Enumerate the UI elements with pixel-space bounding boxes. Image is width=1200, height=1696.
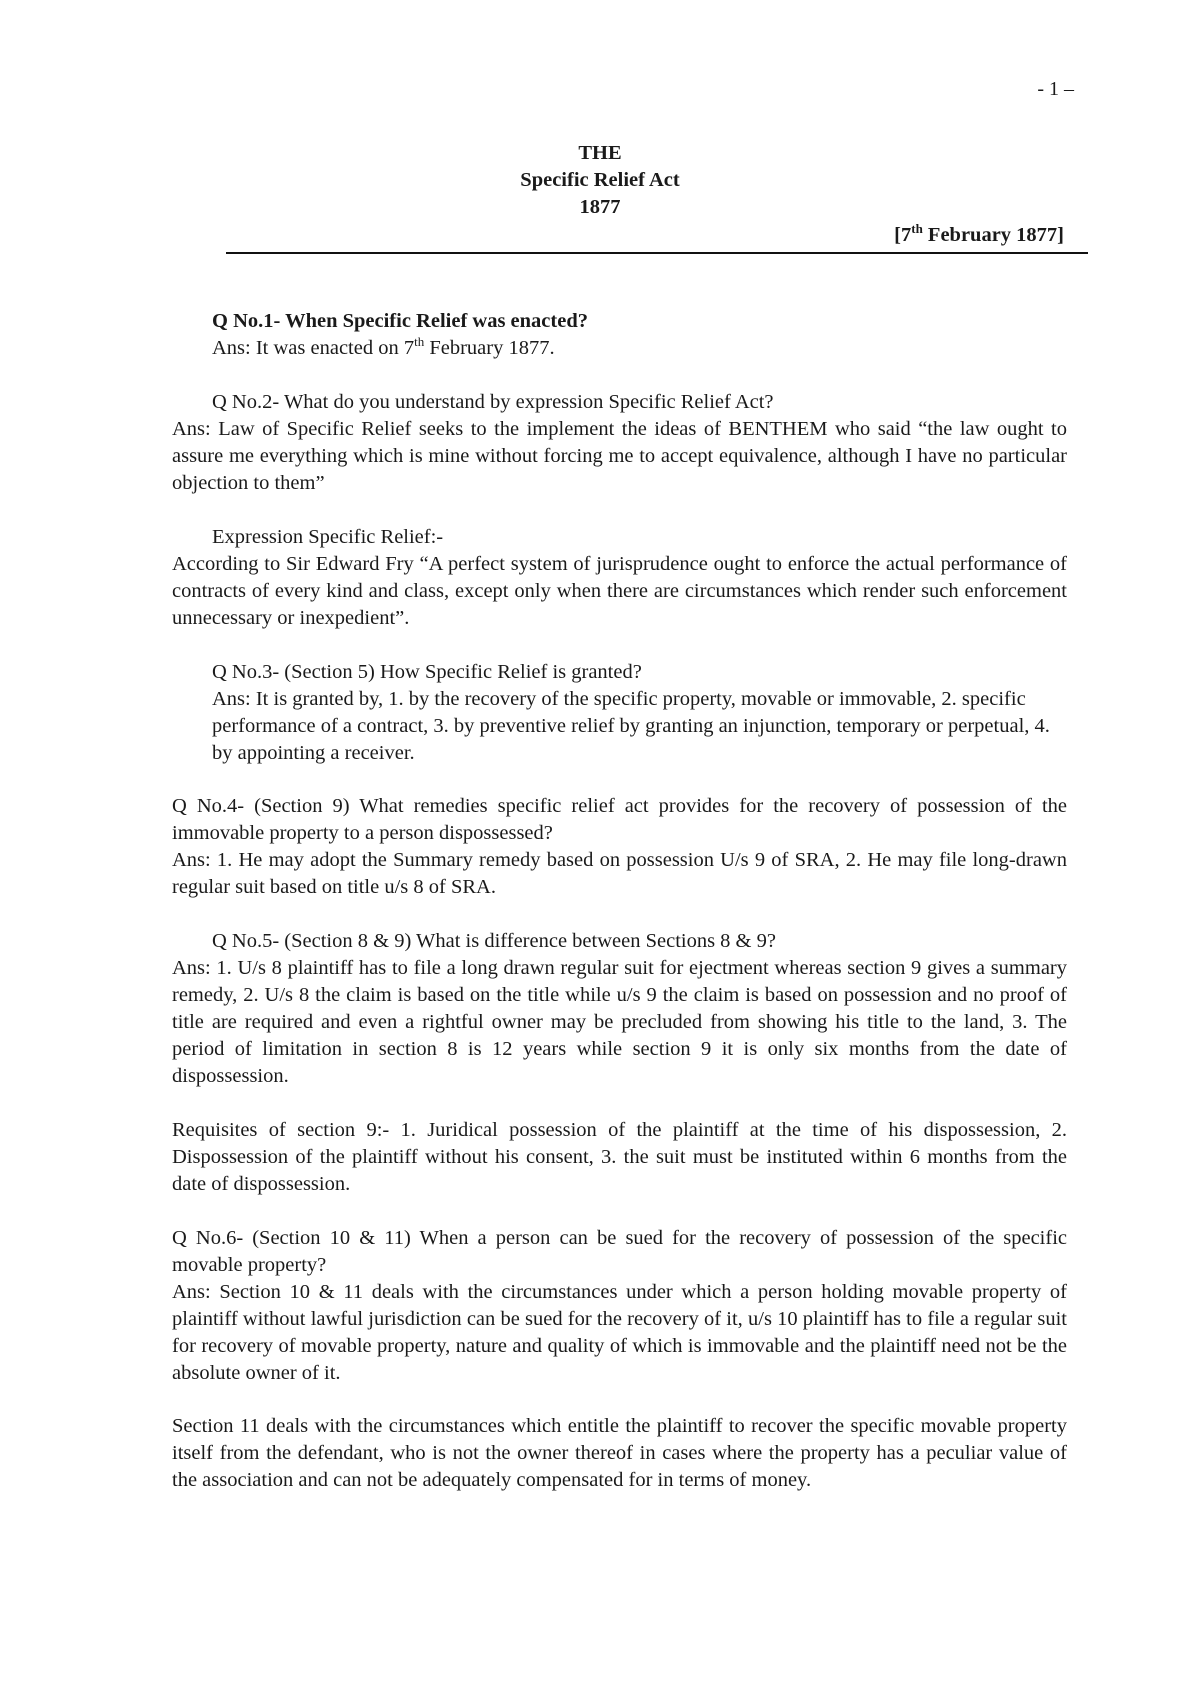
- q4-answer: Ans: 1. He may adopt the Summary remedy based on possession U/s 9 of SRA, 2. He may file long-drawn regular suit based on title u/s 8 of SRA.: [172, 849, 1067, 898]
- page-number: - 1 –: [1037, 78, 1074, 100]
- q6-question: Q No.6- (Section 10 & 11) When a person can be sued for the recovery of possession of the specific movable property?: [172, 1227, 1067, 1276]
- section11-text: Section 11 deals with the circumstances which entitle the plaintiff to recover the specific movable property itself from the defendant, who is not the owner thereof in cases where the property has a peculiar value of the association and can not be adequately compensated for in terms of money.: [172, 1415, 1067, 1491]
- q3-answer: Ans: It is granted by, 1. by the recovery of the specific property, movable or immovable, 2. specific performance of a contract, 3. by preventive relief by granting an injunction, temporary or perpetual, 4. by appointing a receiver.: [212, 688, 1050, 764]
- date-sup: th: [911, 221, 923, 237]
- q1-block: [172, 308, 1107, 362]
- q4-question: Q No.4- (Section 9) What remedies specific relief act provides for the recovery of possession of the immovable property to a person dispossessed?: [172, 795, 1067, 844]
- q4-block: [172, 793, 1067, 901]
- expression-text: According to Sir Edward Fry “A perfect system of jurisprudence ought to enforce the actual performance of contracts of every kind and class, except only when there are circumstances which render such enforcement unnecessary or inexpedient”.: [172, 553, 1067, 629]
- title-divider: [226, 252, 1088, 254]
- q5-block: [172, 928, 1067, 1090]
- q1-answer-sup: th: [414, 334, 425, 350]
- q3-block: [172, 659, 1067, 767]
- date-rest: February 1877]: [922, 224, 1064, 246]
- expression-heading: Expression Specific Relief:-: [212, 526, 444, 548]
- enactment-date: [894, 222, 1064, 249]
- expression-block: [172, 524, 1067, 632]
- q5-answer: Ans: 1. U/s 8 plaintiff has to file a long drawn regular suit for ejectment whereas section 9 gives a summary remedy, 2. U/s 8 the claim is based on the title while u/s 9 the claim is based on possession and no proof of title are required and even a rightful owner may be precluded from showing his title to the land, 3. The period of limitation in section 8 is 12 years while section 9 it is only six months from the date of dispossession.: [172, 957, 1067, 1087]
- q1-question: Q No.1- When Specific Relief was enacted?: [212, 310, 588, 332]
- title-line-the: THE: [578, 142, 622, 164]
- q1-answer: [212, 335, 1107, 362]
- q1-answer-prefix: Ans: It was enacted on 7: [212, 337, 415, 359]
- requisites-block: [172, 1117, 1067, 1198]
- q6-answer: Ans: Section 10 & 11 deals with the circumstances under which a person holding movable property of plaintiff without lawful jurisdiction can be sued for the recovery of it, u/s 10 plaintiff has to file a regular suit for recovery of movable property, nature and quality of which is immovable and the plaintiff need not be the absolute owner of it.: [172, 1281, 1067, 1384]
- q3-question: Q No.3- (Section 5) How Specific Relief is granted?: [212, 661, 642, 683]
- q1-answer-rest: February 1877.: [424, 337, 555, 359]
- title-line-act-name: Specific Relief Act: [520, 169, 680, 191]
- title-line-year: 1877: [579, 196, 621, 218]
- q5-question: Q No.5- (Section 8 & 9) What is difference between Sections 8 & 9?: [212, 930, 776, 952]
- document-title: [0, 140, 1200, 221]
- q6-block: [172, 1225, 1067, 1387]
- q2-block: [172, 389, 1067, 497]
- q2-question: Q No.2- What do you understand by expression Specific Relief Act?: [212, 391, 774, 413]
- section11-block: [172, 1413, 1067, 1494]
- date-prefix: [7: [894, 224, 912, 246]
- requisites-text: Requisites of section 9:- 1. Juridical possession of the plaintiff at the time of his dispossession, 2. Dispossession of the plaintiff without his consent, 3. the suit must be instituted within 6 months from the date of dispossession.: [172, 1119, 1067, 1195]
- q2-answer: Ans: Law of Specific Relief seeks to the implement the ideas of BENTHEM who said “the law ought to assure me everything which is mine without forcing me to accept equivalence, although I have no particular objection to them”: [172, 418, 1067, 494]
